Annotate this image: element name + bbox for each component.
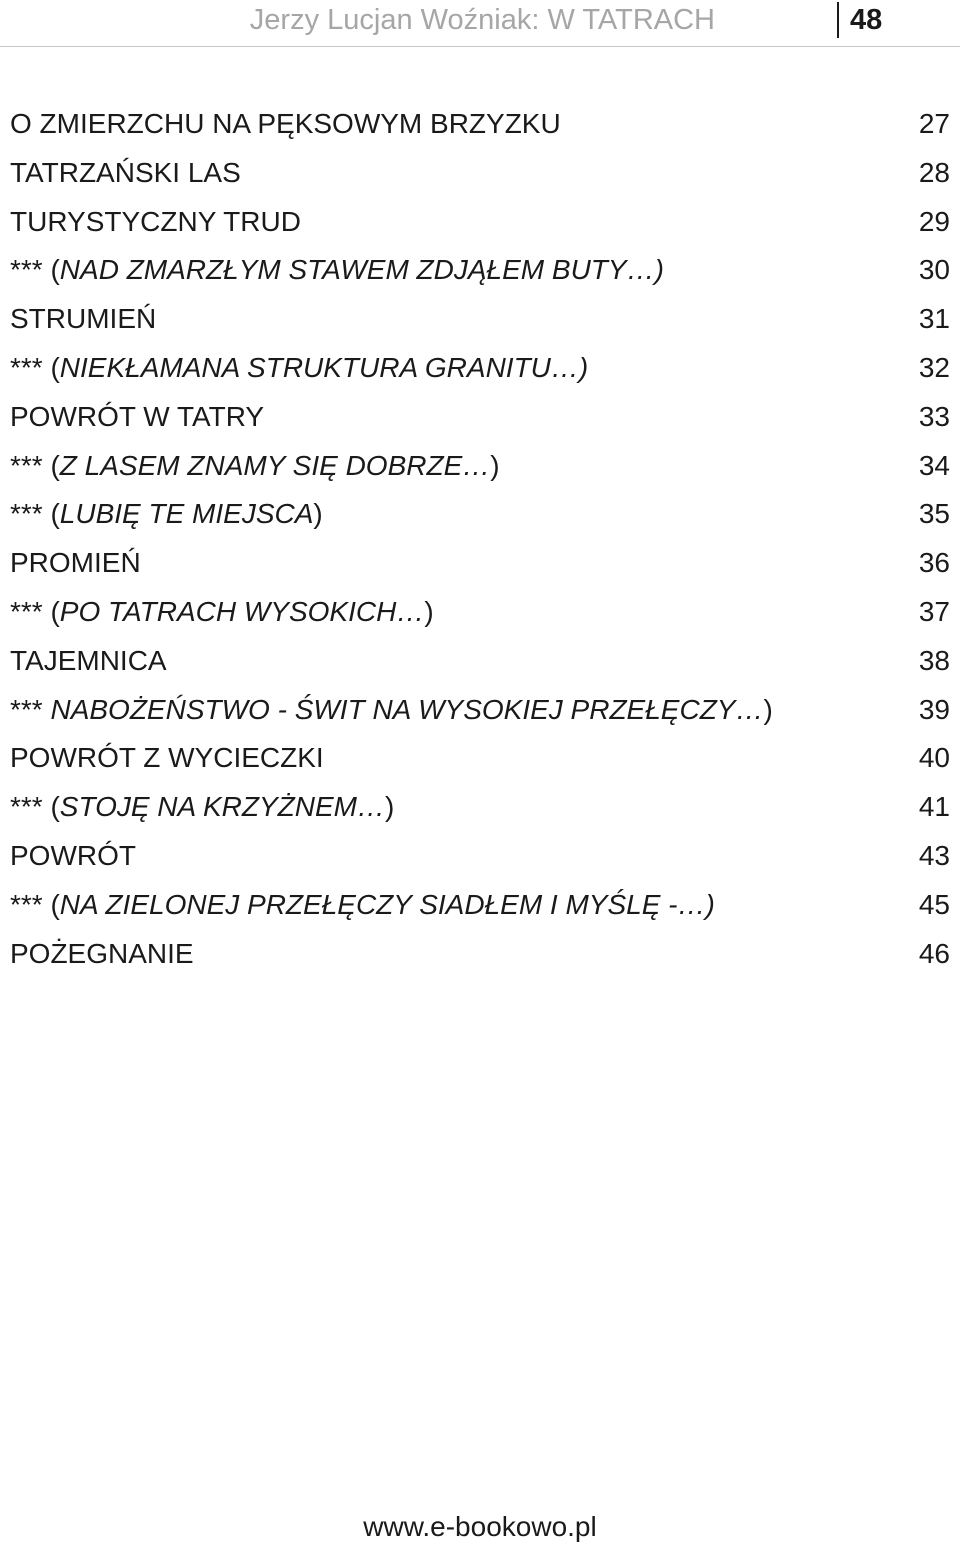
running-title: Jerzy Lucjan Woźniak: W TATRACH — [249, 4, 715, 36]
toc-entry[interactable] — [10, 686, 950, 735]
toc-entry-title — [10, 100, 561, 149]
toc-entry-title — [10, 295, 156, 344]
toc-entry-prefix: *** ( — [10, 449, 60, 481]
toc-entry-page: 43 — [918, 839, 950, 871]
toc-entry-page: 36 — [918, 547, 950, 579]
toc-entry[interactable] — [10, 246, 950, 295]
toc-entry-title — [10, 393, 264, 442]
toc-entry-text: TURYSTYCZNY TRUD — [10, 205, 301, 237]
toc-entry-title — [10, 149, 241, 198]
toc-entry-suffix: ) — [384, 791, 395, 823]
toc-entry-text: NIEKŁAMANA STRUKTURA GRANITU…) — [59, 351, 589, 383]
toc-entry-text: STOJĘ NA KRZYŻNEM… — [59, 791, 385, 823]
toc-entry[interactable] — [10, 539, 950, 588]
toc-entry[interactable] — [10, 881, 950, 930]
toc-entry-text: NAD ZMARZŁYM STAWEM ZDJĄŁEM BUTY…) — [59, 254, 664, 286]
toc-entry-text: POWRÓT Z WYCIECZKI — [10, 742, 324, 774]
toc-entry[interactable] — [10, 442, 950, 491]
toc-entry-title — [10, 198, 301, 247]
toc-entry-title — [10, 783, 394, 832]
toc-entry-page: 38 — [918, 644, 950, 676]
toc-entry-text: TATRZAŃSKI LAS — [10, 156, 241, 188]
toc-entry-text: PROMIEŃ — [10, 547, 141, 579]
toc-entry-page: 30 — [918, 254, 950, 286]
toc-entry[interactable] — [10, 149, 950, 198]
toc-entry-text: TAJEMNICA — [10, 644, 167, 676]
toc-entry[interactable] — [10, 588, 950, 637]
toc-entry[interactable] — [10, 783, 950, 832]
page-number: 48 — [850, 4, 883, 36]
toc-entry-prefix: *** — [10, 693, 51, 725]
toc-entry[interactable] — [10, 100, 950, 149]
toc-entry-text: LUBIĘ TE MIEJSCA — [59, 498, 314, 530]
toc-entry-suffix: ) — [490, 449, 500, 481]
toc-entry-title — [10, 490, 323, 539]
toc-entry-title — [10, 930, 194, 979]
toc-entry-text: POWRÓT — [10, 839, 136, 871]
table-of-contents — [10, 100, 950, 978]
toc-entry[interactable] — [10, 295, 950, 344]
toc-entry-text: NA ZIELONEJ PRZEŁĘCZY SIADŁEM I MYŚLĘ -…) — [59, 888, 715, 920]
toc-entry[interactable] — [10, 198, 950, 247]
toc-entry-page: 27 — [918, 108, 950, 139]
footer-url: www.e-bookowo.pl — [363, 1511, 597, 1542]
toc-entry-page: 31 — [918, 303, 950, 335]
toc-entry-page: 37 — [918, 595, 950, 627]
toc-entry-prefix: *** ( — [10, 498, 60, 530]
toc-entry-page: 39 — [918, 693, 950, 725]
header-divider — [837, 2, 839, 38]
toc-entry-suffix: ) — [424, 595, 434, 627]
toc-entry-text: O ZMIERZCHU NA PĘKSOWYM BRZYZKU — [10, 108, 561, 139]
toc-entry-title — [10, 881, 715, 930]
toc-entry[interactable] — [10, 393, 950, 442]
toc-entry-page: 32 — [918, 351, 950, 383]
toc-entry-prefix: *** ( — [10, 791, 60, 823]
toc-entry-text: STRUMIEŃ — [10, 303, 157, 335]
toc-entry-page: 40 — [918, 742, 950, 774]
toc-entry-title — [10, 686, 773, 735]
toc-entry-title — [10, 539, 141, 588]
toc-entry-page: 41 — [918, 791, 950, 823]
toc-entry-text: POŻEGNANIE — [10, 937, 194, 969]
toc-entry-page: 28 — [918, 156, 950, 188]
toc-entry-text: NABOŻEŃSTWO - ŚWIT NA WYSOKIEJ PRZEŁĘCZY… — [50, 693, 764, 725]
toc-entry-text: Z LASEM ZNAMY SIĘ DOBRZE… — [59, 449, 491, 481]
toc-entry-title — [10, 442, 500, 491]
toc-entry[interactable] — [10, 734, 950, 783]
toc-entry-prefix: *** ( — [10, 351, 60, 383]
toc-entry-page: 34 — [918, 449, 950, 481]
toc-entry[interactable] — [10, 930, 950, 979]
toc-entry-page: 35 — [918, 498, 950, 530]
toc-entry-text: PO TATRACH WYSOKICH… — [59, 595, 425, 627]
toc-entry-prefix: *** ( — [10, 888, 60, 920]
toc-entry-suffix: ) — [763, 693, 773, 725]
toc-entry-page: 29 — [918, 205, 950, 237]
toc-entry-title — [10, 246, 664, 295]
toc-entry[interactable] — [10, 637, 950, 686]
toc-entry-title — [10, 344, 588, 393]
toc-entry[interactable] — [10, 490, 950, 539]
toc-entry-title — [10, 588, 434, 637]
page-header — [0, 0, 960, 47]
toc-entry-text: POWRÓT W TATRY — [10, 400, 265, 432]
toc-entry-page: 46 — [918, 937, 950, 969]
toc-entry-page: 45 — [918, 888, 950, 920]
toc-entry-prefix: *** ( — [10, 254, 60, 286]
toc-entry-title — [10, 832, 136, 881]
toc-entry-suffix: ) — [313, 498, 323, 530]
toc-entry[interactable] — [10, 832, 950, 881]
toc-entry-title — [10, 734, 324, 783]
toc-entry-prefix: *** ( — [10, 595, 60, 627]
toc-entry-title — [10, 637, 167, 686]
toc-entry[interactable] — [10, 344, 950, 393]
toc-entry-page: 33 — [918, 400, 950, 432]
